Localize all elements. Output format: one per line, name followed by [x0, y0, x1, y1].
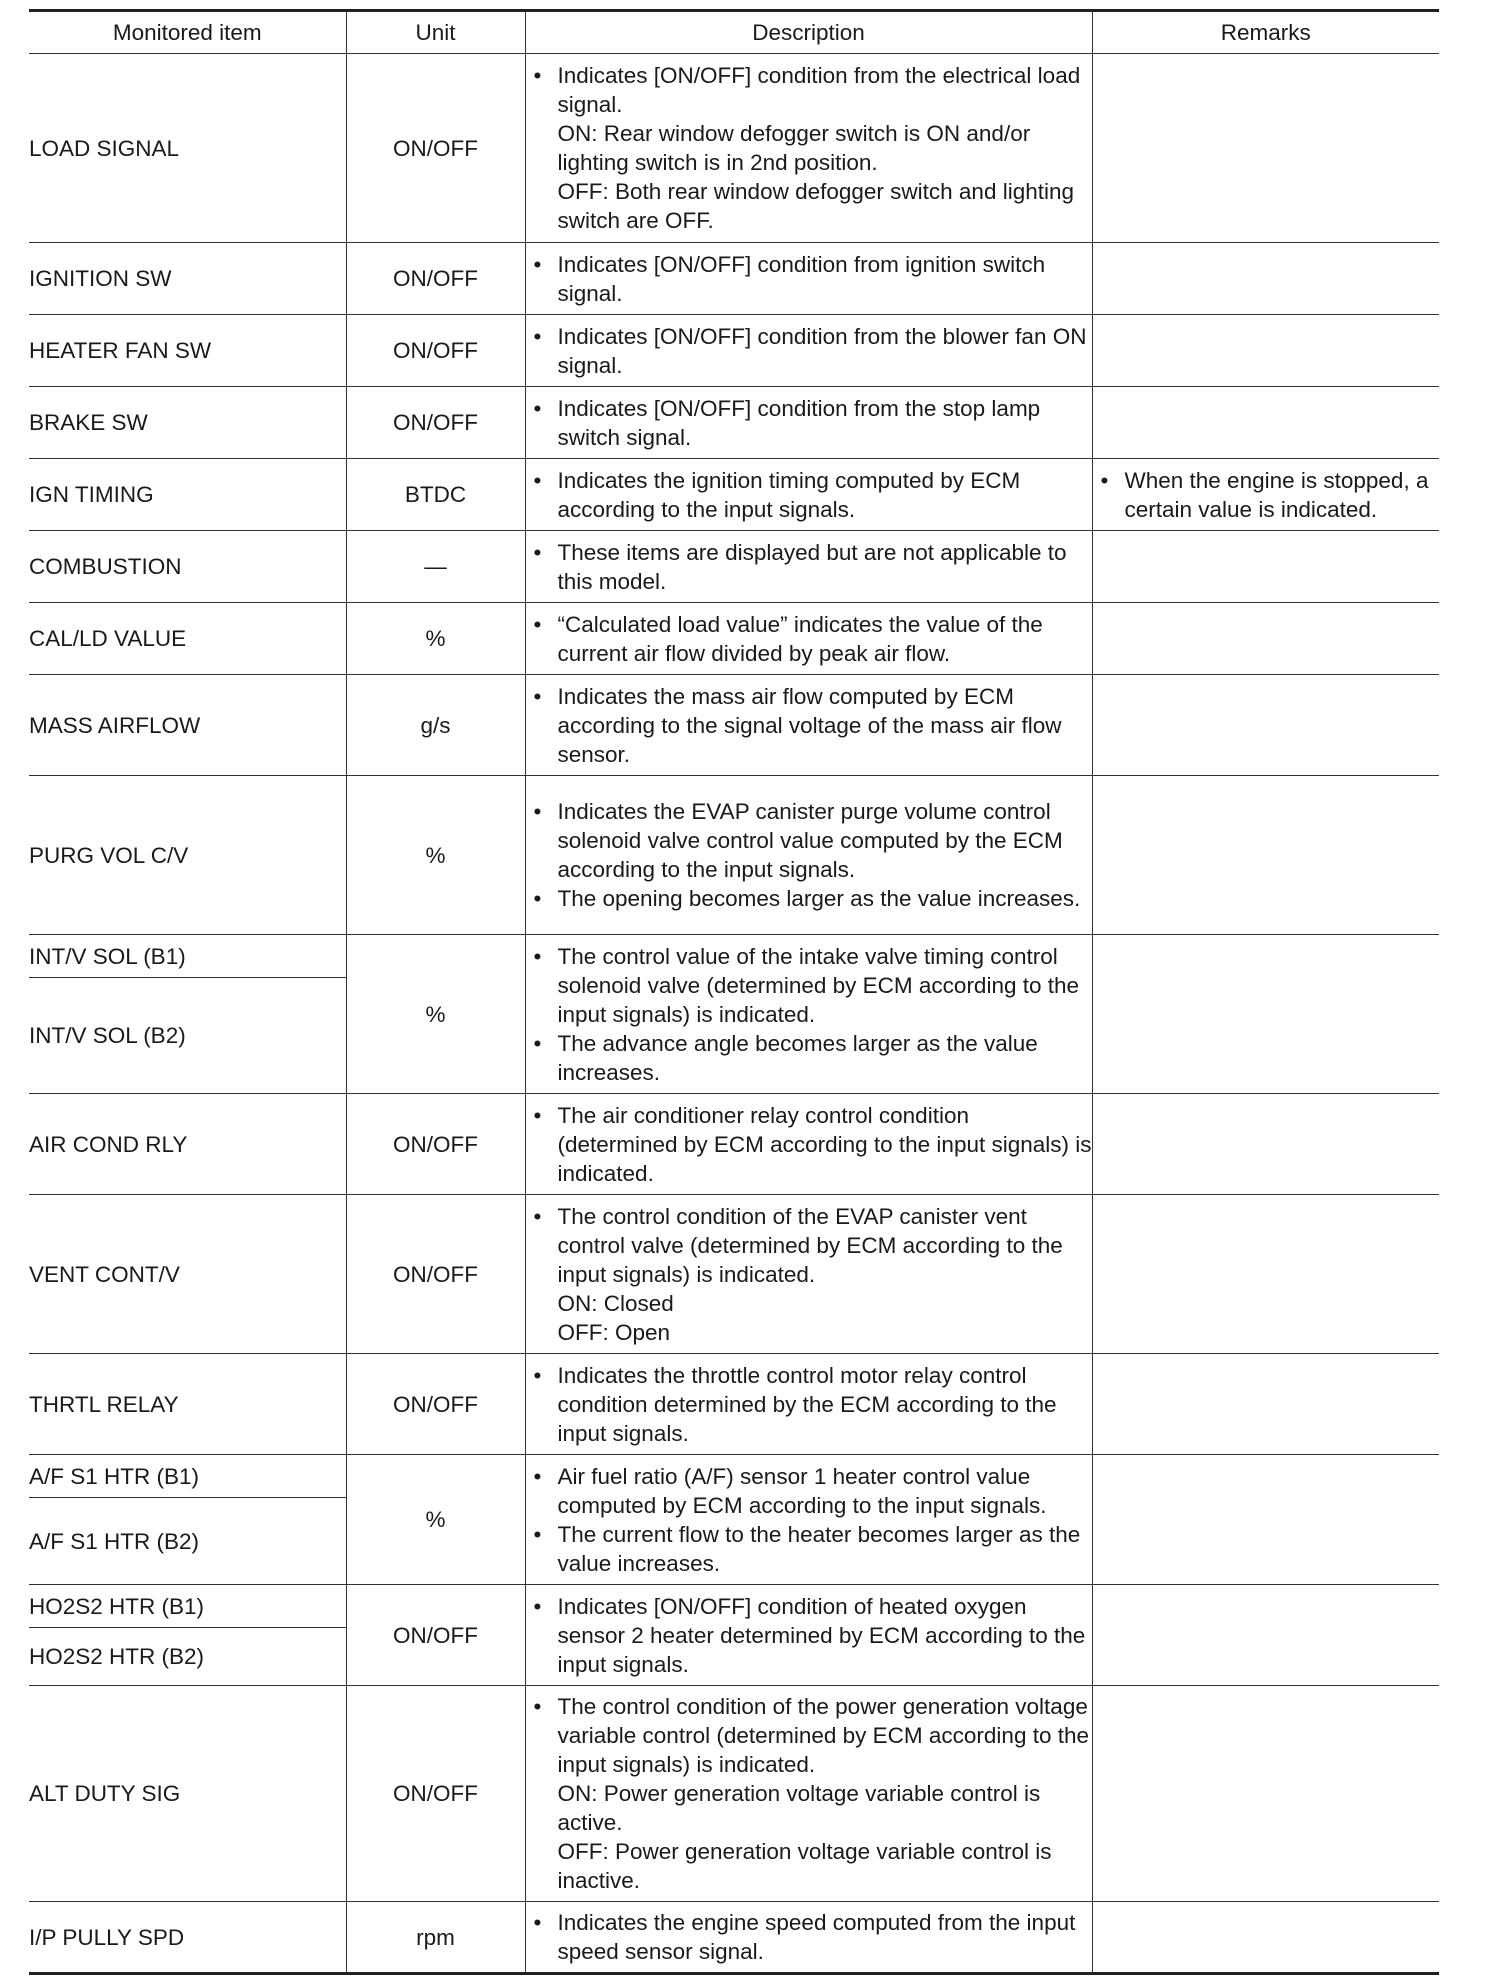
remarks-cell [1092, 243, 1439, 315]
monitored-item-cell: CAL/LD VALUE [29, 603, 346, 675]
monitored-item-cell: HO2S2 HTR (B2) [29, 1628, 346, 1686]
description-cell [525, 1585, 1092, 1686]
monitored-item-cell: PURG VOL C/V [29, 776, 346, 935]
table-row [29, 1195, 1439, 1354]
description-cell [525, 603, 1092, 675]
unit-cell: g/s [346, 675, 525, 776]
monitored-item-cell: MASS AIRFLOW [29, 675, 346, 776]
table-row [29, 675, 1439, 776]
remarks-cell [1092, 1686, 1439, 1902]
header-unit: Unit [346, 11, 525, 54]
description-bullet: • These items are displayed but are not applicable to this model. [526, 538, 1092, 596]
description-bullet: • Air fuel ratio (A/F) sensor 1 heater control value computed by ECM according to the input signals. [526, 1462, 1092, 1520]
monitored-item-cell: IGN TIMING [29, 459, 346, 531]
remarks-cell [1092, 1354, 1439, 1455]
monitored-item-cell: THRTL RELAY [29, 1354, 346, 1455]
description-cell [525, 675, 1092, 776]
description-bullet: • The control condition of the EVAP canister vent control valve (determined by ECM according to the input signals) is indicated. [526, 1202, 1092, 1289]
unit-cell: % [346, 935, 525, 1094]
description-cell [525, 387, 1092, 459]
table-row [29, 1585, 1439, 1628]
header-description: Description [525, 11, 1092, 54]
unit-cell: % [346, 603, 525, 675]
monitored-item-cell: IGNITION SW [29, 243, 346, 315]
remarks-cell [1092, 459, 1439, 531]
monitored-item-cell: HEATER FAN SW [29, 315, 346, 387]
remarks-cell [1092, 54, 1439, 243]
description-cell [525, 459, 1092, 531]
description-bullet: • The control condition of the power generation voltage variable control (determined by ECM according to the input signals) is indicated. [526, 1692, 1092, 1779]
monitored-item-cell: HO2S2 HTR (B1) [29, 1585, 346, 1628]
description-bullet: • Indicates the engine speed computed from the input speed sensor signal. [526, 1908, 1092, 1966]
description-cell [525, 531, 1092, 603]
unit-cell: % [346, 776, 525, 935]
unit-cell: ON/OFF [346, 1585, 525, 1686]
description-bullet: • Indicates the throttle control motor relay control condition determined by the ECM according to the input signals. [526, 1361, 1092, 1448]
description-bullet: • The advance angle becomes larger as the value increases. [526, 1029, 1092, 1087]
remarks-cell [1092, 675, 1439, 776]
monitored-item-cell: I/P PULLY SPD [29, 1902, 346, 1974]
unit-cell: ON/OFF [346, 1195, 525, 1354]
description-cell [525, 1094, 1092, 1195]
remark-bullet: • When the engine is stopped, a certain value is indicated. [1093, 466, 1440, 524]
description-bullet: • The opening becomes larger as the value increases. [526, 884, 1092, 913]
monitored-item-cell: VENT CONT/V [29, 1195, 346, 1354]
description-cell [525, 935, 1092, 1094]
table-row [29, 776, 1439, 935]
table-row [29, 243, 1439, 315]
description-line: OFF: Both rear window defogger switch and lighting switch are OFF. [557, 179, 1075, 233]
unit-cell: BTDC [346, 459, 525, 531]
unit-cell: — [346, 531, 525, 603]
description-line: OFF: Open [557, 1319, 671, 1345]
description-cell [525, 1354, 1092, 1455]
description-cell [525, 54, 1092, 243]
description-bullet: • “Calculated load value” indicates the value of the current air flow divided by peak air flow. [526, 610, 1092, 668]
monitored-item-cell: INT/V SOL (B2) [29, 978, 346, 1094]
unit-cell: ON/OFF [346, 1094, 525, 1195]
description-line: ON: Closed [557, 1290, 674, 1316]
description-line: ON: Power generation voltage variable control is active. [557, 1781, 1041, 1835]
remarks-cell [1092, 531, 1439, 603]
description-bullet: • The air conditioner relay control condition (determined by ECM according to the input signals) is indicated. [526, 1101, 1092, 1188]
remarks-cell [1092, 315, 1439, 387]
description-bullet: • Indicates [ON/OFF] condition from the stop lamp switch signal. [526, 394, 1092, 452]
remarks-cell [1092, 1094, 1439, 1195]
monitored-item-cell: COMBUSTION [29, 531, 346, 603]
table-row [29, 54, 1439, 243]
remarks-cell [1092, 1455, 1439, 1585]
description-cell [525, 1902, 1092, 1974]
remarks-cell [1092, 387, 1439, 459]
unit-cell: ON/OFF [346, 54, 525, 243]
monitored-item-cell: A/F S1 HTR (B2) [29, 1498, 346, 1585]
table-row [29, 1354, 1439, 1455]
description-bullet: • Indicates the ignition timing computed by ECM according to the input signals. [526, 466, 1092, 524]
remarks-cell [1092, 1195, 1439, 1354]
table-row [29, 1902, 1439, 1974]
header-remarks: Remarks [1092, 11, 1439, 54]
unit-cell: ON/OFF [346, 1686, 525, 1902]
remarks-cell [1092, 776, 1439, 935]
table-row [29, 1094, 1439, 1195]
remarks-cell [1092, 603, 1439, 675]
monitored-item-cell: A/F S1 HTR (B1) [29, 1455, 346, 1498]
description-line: OFF: Power generation voltage variable control is inactive. [557, 1839, 1052, 1893]
monitored-item-cell: INT/V SOL (B1) [29, 935, 346, 978]
table-row [29, 1686, 1439, 1902]
table-row [29, 315, 1439, 387]
description-cell [525, 1455, 1092, 1585]
table-row [29, 531, 1439, 603]
description-bullet: • Indicates [ON/OFF] condition of heated oxygen sensor 2 heater determined by ECM according to the input signals. [526, 1592, 1092, 1679]
table-row [29, 459, 1439, 531]
table-row [29, 603, 1439, 675]
description-bullet: • Indicates the EVAP canister purge volume control solenoid valve control value computed by the ECM according to the input signals. [526, 797, 1092, 884]
remarks-cell [1092, 935, 1439, 1094]
table-header-row [29, 11, 1439, 54]
description-bullet: • Indicates [ON/OFF] condition from the blower fan ON signal. [526, 322, 1092, 380]
description-line: ON: Rear window defogger switch is ON and/or lighting switch is in 2nd position. [557, 121, 1031, 175]
unit-cell: ON/OFF [346, 315, 525, 387]
description-cell [525, 776, 1092, 935]
unit-cell: rpm [346, 1902, 525, 1974]
unit-cell: % [346, 1455, 525, 1585]
unit-cell: ON/OFF [346, 387, 525, 459]
monitored-item-cell: ALT DUTY SIG [29, 1686, 346, 1902]
description-cell [525, 243, 1092, 315]
description-cell [525, 1686, 1092, 1902]
monitored-item-cell: LOAD SIGNAL [29, 54, 346, 243]
description-bullet: • Indicates [ON/OFF] condition from the electrical load signal. [526, 61, 1092, 119]
remarks-cell [1092, 1585, 1439, 1686]
monitored-item-cell: AIR COND RLY [29, 1094, 346, 1195]
remarks-cell [1092, 1902, 1439, 1974]
description-cell [525, 1195, 1092, 1354]
description-bullet: • Indicates [ON/OFF] condition from ignition switch signal. [526, 250, 1092, 308]
monitored-item-cell: BRAKE SW [29, 387, 346, 459]
unit-cell: ON/OFF [346, 243, 525, 315]
description-bullet: • The control value of the intake valve timing control solenoid valve (determined by ECM according to the input signals) is indicated. [526, 942, 1092, 1029]
header-monitored-item: Monitored item [29, 11, 346, 54]
description-cell [525, 315, 1092, 387]
unit-cell: ON/OFF [346, 1354, 525, 1455]
description-bullet: • The current flow to the heater becomes larger as the value increases. [526, 1520, 1092, 1578]
table-row [29, 935, 1439, 978]
description-bullet: • Indicates the mass air flow computed by ECM according to the signal voltage of the mass air flow sensor. [526, 682, 1092, 769]
table-row [29, 1455, 1439, 1498]
monitored-items-table [29, 9, 1439, 1975]
table-row [29, 387, 1439, 459]
